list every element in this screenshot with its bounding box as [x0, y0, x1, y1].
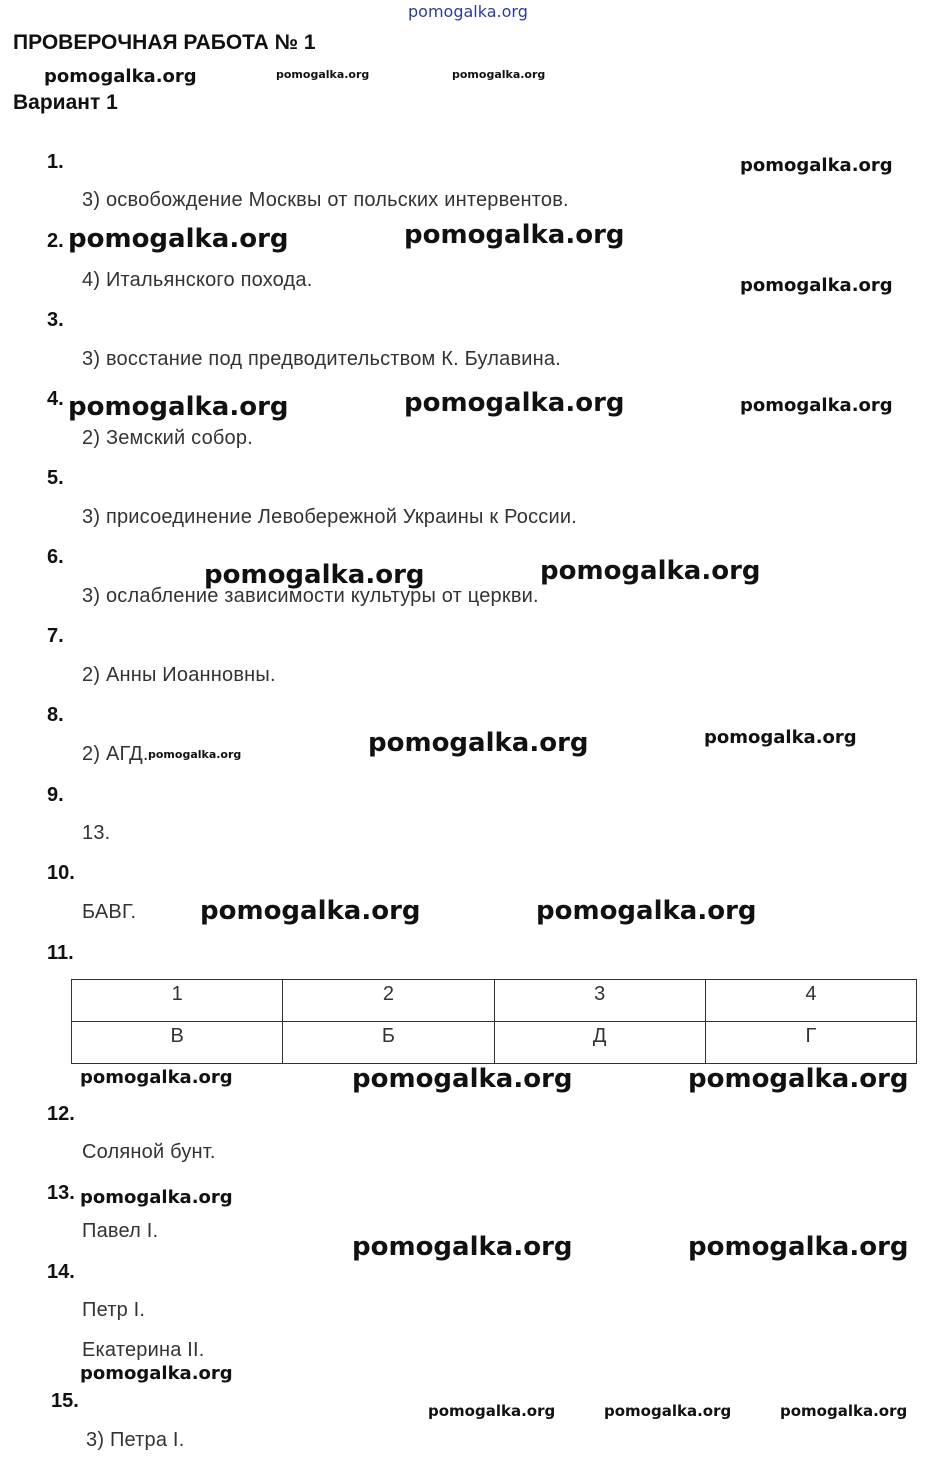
- watermark: pomogalka.org: [688, 1064, 909, 1094]
- answer-text: 2) Земский собор.: [82, 427, 253, 449]
- watermark: pomogalka.org: [740, 275, 893, 296]
- watermark: pomogalka.org: [80, 1187, 233, 1208]
- watermark: pomogalka.org: [740, 155, 893, 176]
- table-row: [72, 1022, 917, 1064]
- watermark: pomogalka.org: [740, 395, 893, 416]
- watermark: pomogalka.org: [404, 220, 625, 250]
- watermark: pomogalka.org: [80, 1363, 233, 1384]
- question-number: 13.: [47, 1182, 75, 1204]
- watermark: pomogalka.org: [352, 1064, 573, 1094]
- watermark: pomogalka.org: [704, 727, 857, 748]
- watermark: pomogalka.org: [204, 560, 425, 590]
- answer-text: БАВГ.: [82, 901, 137, 923]
- answer-text: 3) присоединение Левобережной Украины к России.: [82, 506, 577, 528]
- answer-text: 2) Анны Иоанновны.: [82, 664, 276, 686]
- page-title: ПРОВЕРОЧНАЯ РАБОТА № 1: [13, 31, 316, 54]
- table-cell: Б: [283, 1022, 494, 1064]
- question-number: 4.: [47, 388, 64, 410]
- watermark: pomogalka.org: [276, 68, 370, 81]
- watermark: pomogalka.org: [80, 1067, 233, 1088]
- table-cell: В: [72, 1022, 283, 1064]
- watermark: pomogalka.org: [540, 556, 761, 586]
- question-number: 1.: [47, 151, 64, 173]
- answer-text: 13.: [82, 822, 111, 844]
- answer-table: [71, 979, 917, 1064]
- watermark: pomogalka.org: [148, 748, 242, 761]
- answer-text: 3) Петра I.: [86, 1429, 185, 1451]
- question-number: 8.: [47, 704, 64, 726]
- question-number: 14.: [47, 1261, 75, 1283]
- question-number: 12.: [47, 1103, 75, 1125]
- answer-text: Екатерина II.: [82, 1339, 205, 1361]
- question-number: 2.: [47, 230, 64, 252]
- question-number: 9.: [47, 784, 64, 806]
- answer-text: Петр I.: [82, 1299, 146, 1321]
- watermark: pomogalka.org: [452, 68, 546, 81]
- watermark: pomogalka.org: [688, 1232, 909, 1262]
- watermark: pomogalka.org: [404, 388, 625, 418]
- table-cell: 4: [705, 980, 916, 1022]
- question-number: 15.: [51, 1390, 79, 1412]
- watermark-top: pomogalka.org: [408, 2, 528, 21]
- table-cell: Г: [705, 1022, 916, 1064]
- watermark: pomogalka.org: [200, 896, 421, 926]
- answer-text: 3) освобождение Москвы от польских интервентов.: [82, 189, 569, 211]
- watermark: pomogalka.org: [536, 896, 757, 926]
- table-row: [72, 980, 917, 1022]
- watermark: pomogalka.org: [604, 1402, 732, 1420]
- watermark: pomogalka.org: [428, 1402, 556, 1420]
- answer-text: 3) ослабление зависимости культуры от церкви.: [82, 585, 539, 607]
- question-number: 7.: [47, 625, 64, 647]
- question-number: 5.: [47, 467, 64, 489]
- watermark: pomogalka.org: [780, 1402, 908, 1420]
- table-cell: 3: [494, 980, 705, 1022]
- answer-text: 4) Итальянского похода.: [82, 269, 313, 291]
- question-number: 6.: [47, 546, 64, 568]
- answer-text: 2) АГД.: [82, 743, 149, 765]
- watermark: pomogalka.org: [68, 392, 289, 422]
- question-number: 11.: [47, 942, 74, 964]
- watermark: pomogalka.org: [368, 728, 589, 758]
- question-number: 3.: [47, 309, 64, 331]
- watermark: pomogalka.org: [44, 66, 197, 87]
- answer-text: Павел I.: [82, 1220, 159, 1242]
- answer-text: Соляной бунт.: [82, 1141, 216, 1163]
- watermark: pomogalka.org: [68, 224, 289, 254]
- answer-text: 3) восстание под предводительством К. Булавина.: [82, 348, 561, 370]
- watermark: pomogalka.org: [352, 1232, 573, 1262]
- table-cell: Д: [494, 1022, 705, 1064]
- variant-heading: Вариант 1: [13, 91, 118, 114]
- question-number: 10.: [47, 862, 75, 884]
- table-cell: 2: [283, 980, 494, 1022]
- table-cell: 1: [72, 980, 283, 1022]
